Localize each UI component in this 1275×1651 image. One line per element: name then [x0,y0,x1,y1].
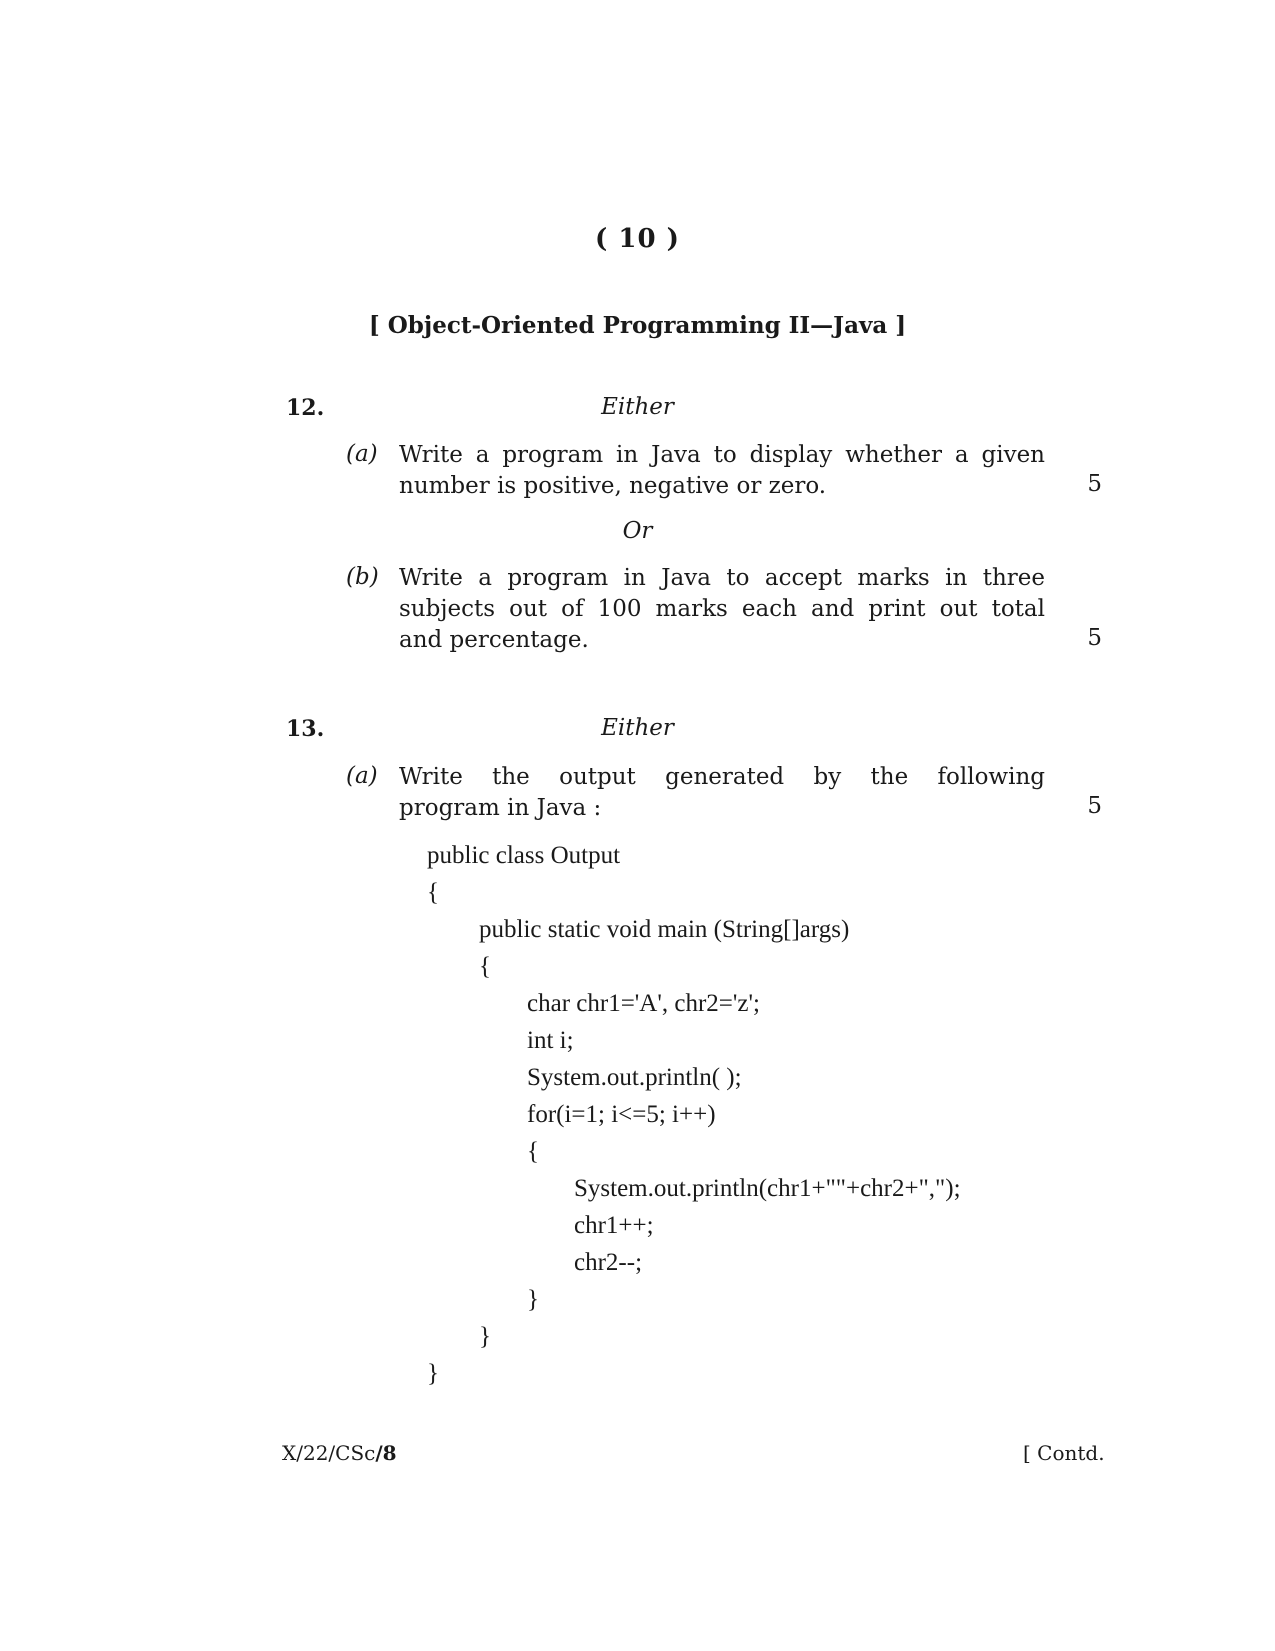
code-line: { [479,953,491,980]
question-12a-line: number is positive, negative or zero. [399,473,827,499]
code-line: System.out.println(chr1+""+chr2+","); [574,1175,961,1202]
paper-code [282,1441,397,1465]
code-line: System.out.println( ); [527,1064,742,1091]
question-12b-line: subjects out of 100 marks each and print out total [399,596,1045,622]
paper-code-prefix: X/22/CSc [282,1441,376,1465]
question-12b-marks: 5 [1087,625,1102,651]
question-13a-label: (a) [346,763,378,789]
code-line: char chr1='A', chr2='z'; [527,990,760,1017]
code-line: } [527,1286,539,1313]
question-13a-line: Write the output generated by the following [399,764,1045,790]
code-line: public static void main (String[]args) [479,916,850,943]
code-line: } [427,1360,439,1387]
question-13a-marks: 5 [1087,793,1102,819]
question-12b-label: (b) [346,564,379,590]
question-13-number: 13. [286,716,325,742]
question-12a-label: (a) [346,441,378,467]
question-12b-text [399,563,1045,656]
question-13-either: Either [601,715,674,741]
code-line: chr2--; [574,1249,643,1276]
code-line: } [479,1323,491,1350]
question-12a-line: Write a program in Java to display whether a given [399,442,1045,468]
question-13a-text [399,762,1045,824]
code-line: int i; [527,1027,574,1054]
code-line: { [427,879,439,906]
code-line: public class Output [427,842,621,869]
code-line: { [527,1138,539,1165]
question-12b-line: Write a program in Java to accept marks in three [399,565,1045,591]
section-title: [ Object-Oriented Programming II—Java ] [368,312,907,339]
continued-label: [ Contd. [1023,1441,1105,1465]
question-12-or: Or [622,518,653,544]
question-12a-marks: 5 [1087,471,1102,497]
question-12b-line: and percentage. [399,627,589,653]
code-line: chr1++; [574,1212,654,1239]
question-12a-text [399,440,1045,502]
question-12-either: Either [601,394,674,420]
page-number: ( 10 ) [595,224,680,254]
question-12-number: 12. [286,395,325,421]
code-line: for(i=1; i<=5; i++) [527,1101,716,1128]
question-13a-line: program in Java : [399,795,602,821]
paper-code-page: /8 [375,1441,397,1465]
